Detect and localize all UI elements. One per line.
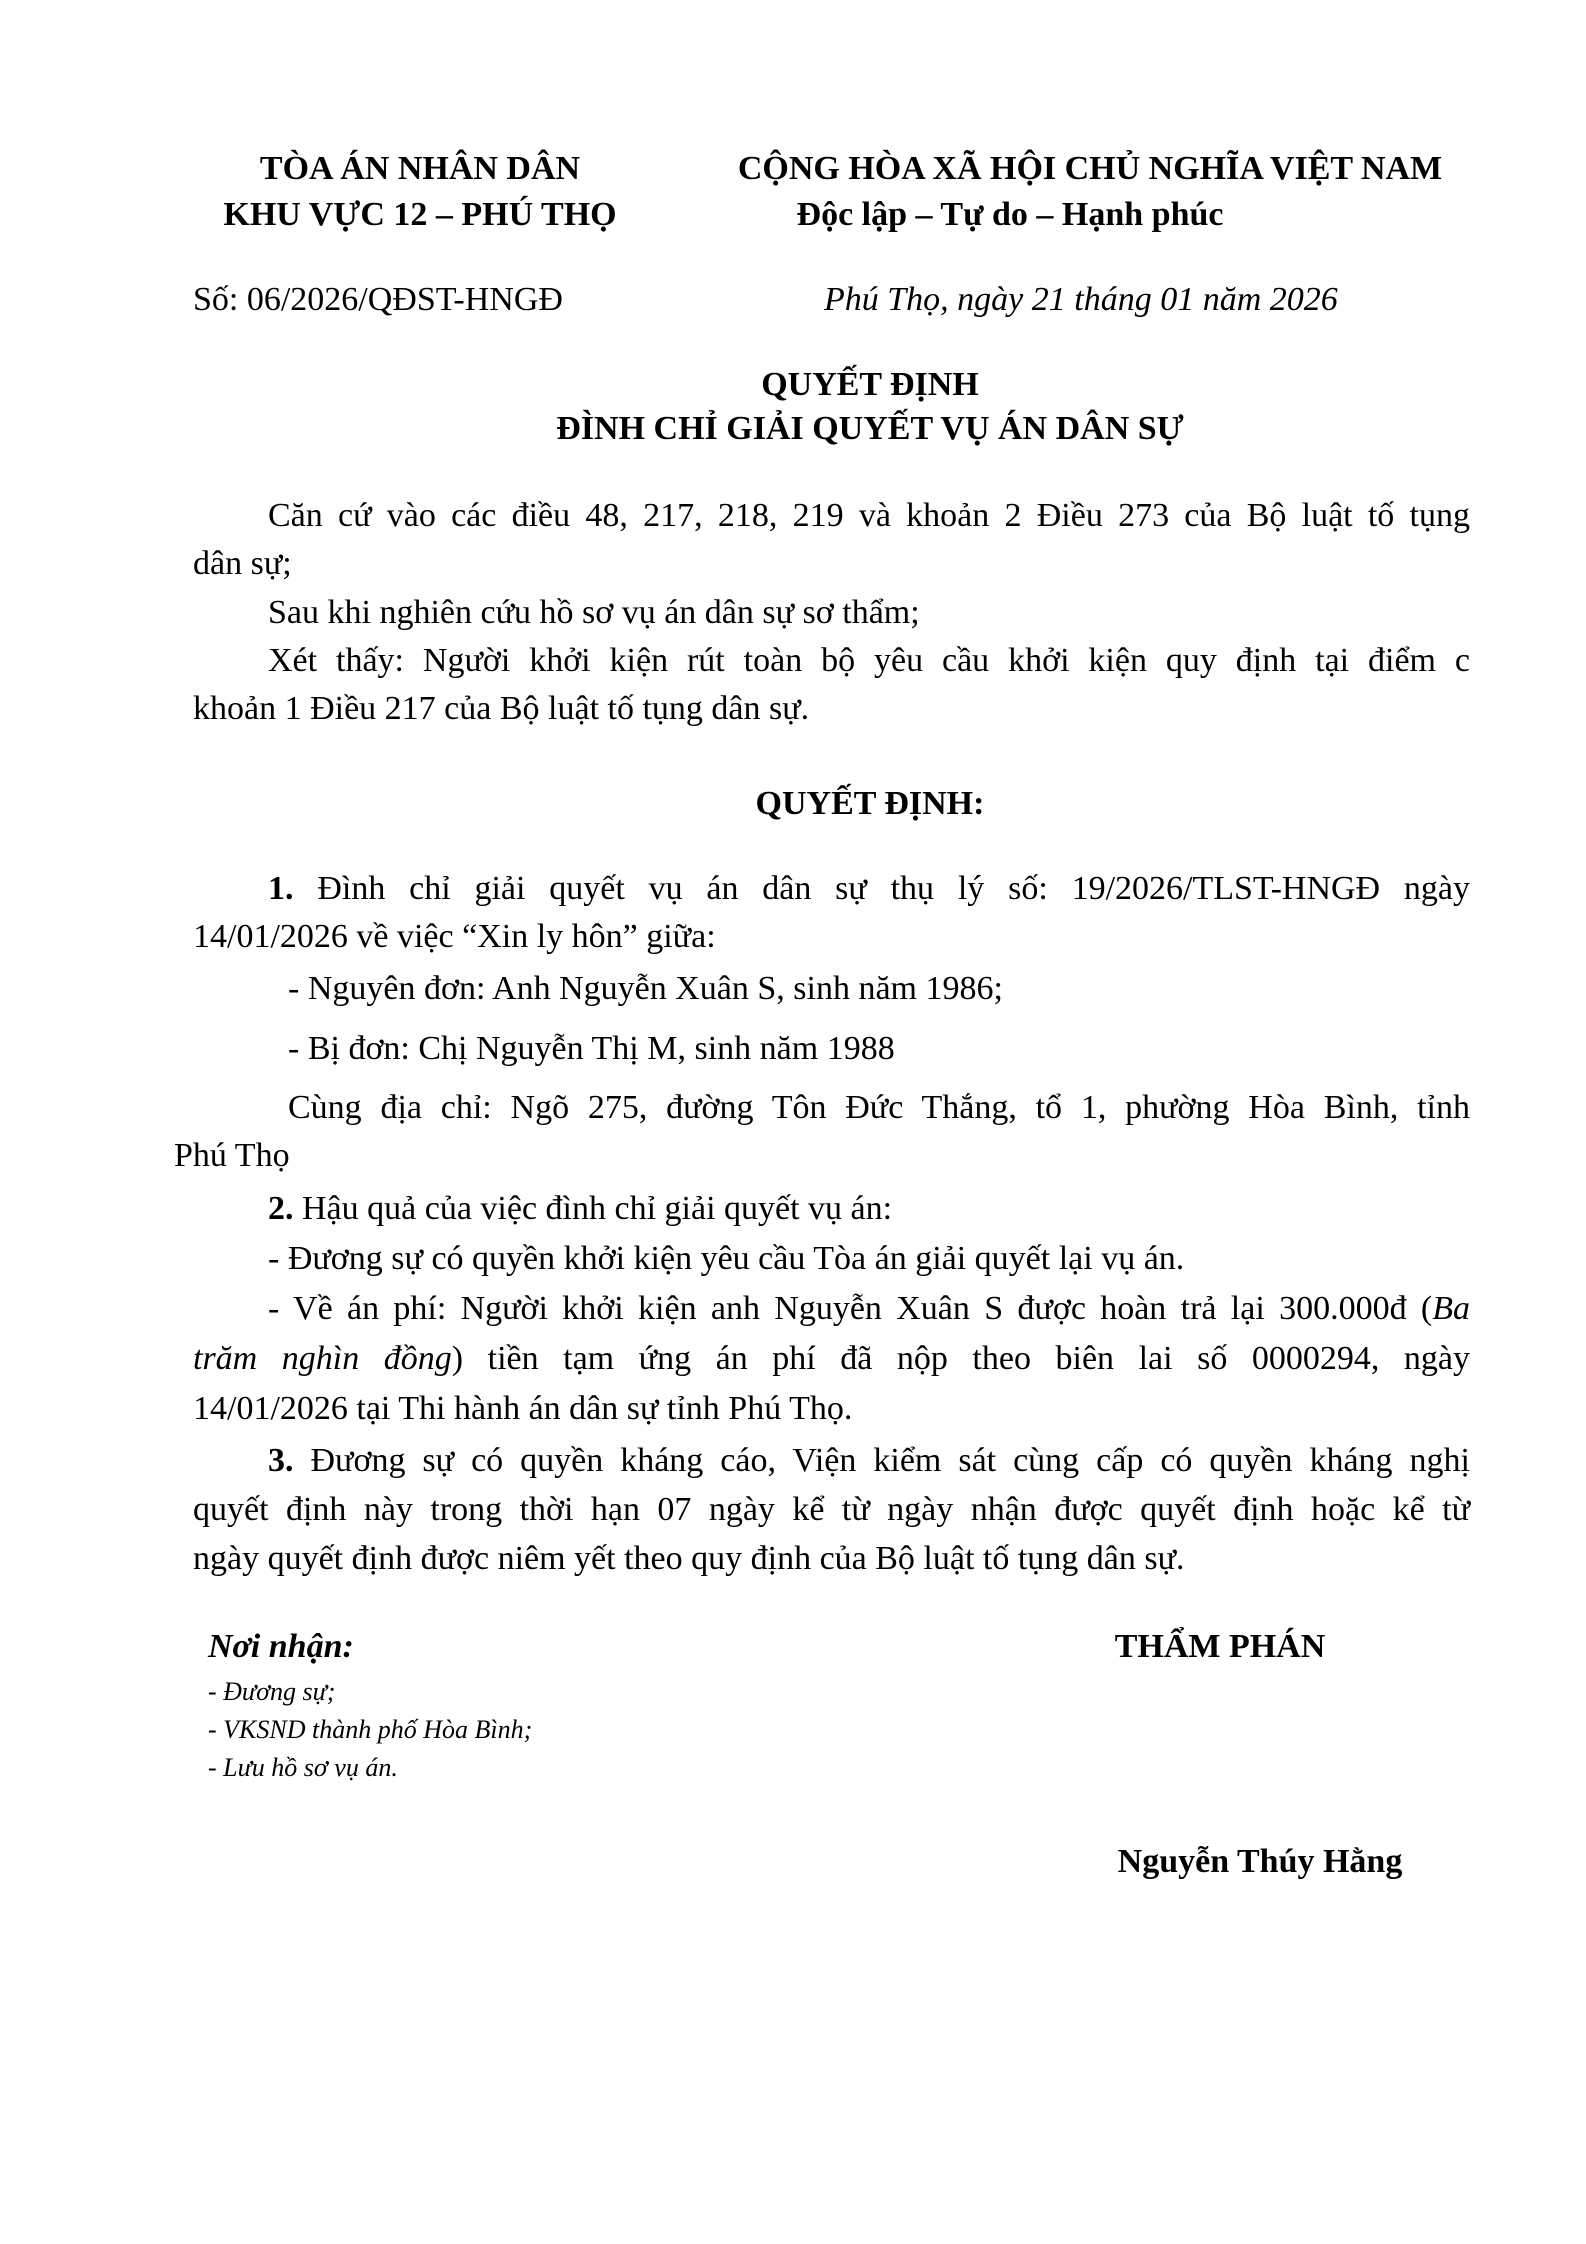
preamble-legal-basis-cont: dân sự;: [193, 545, 292, 582]
document-number: Số: 06/2026/QĐST-HNGĐ: [193, 281, 563, 318]
address: Cùng địa chỉ: Ngõ 275, đường Tôn Đức Thắng, tổ 1, phường Hòa Bình, tỉnh: [288, 1089, 1470, 1126]
court-region: KHU VỰC 12 – PHÚ THỌ: [223, 196, 617, 233]
preamble-finding: Xét thấy: Người khởi kiện rút toàn bộ yêu cầu khởi kiện quy định tại điểm c: [268, 642, 1470, 679]
court-name: TÒA ÁN NHÂN DÂN: [259, 150, 581, 187]
recipient-item: - VKSND thành phố Hòa Bình;: [208, 1715, 533, 1744]
decision-heading: QUYẾT ĐỊNH:: [755, 785, 985, 822]
item-2: [268, 1190, 892, 1228]
item-2-fee-words: Ba: [1432, 1290, 1470, 1327]
item-2-fee-text: - Về án phí: Người khởi kiện anh Nguyễn Xuân S được hoàn trả lại 300.000đ (: [268, 1290, 1433, 1327]
item-2-fee-end: 14/01/2026 tại Thi hành án dân sự tỉnh Phú Thọ.: [193, 1390, 853, 1427]
recipients-heading: Nơi nhận:: [208, 1628, 354, 1665]
recipient-item: - Đương sự;: [208, 1677, 336, 1706]
item-3-end: ngày quyết định được niêm yết theo quy định của Bộ luật tố tụng dân sự.: [193, 1540, 1185, 1577]
doc-subtitle: ĐÌNH CHỈ GIẢI QUYẾT VỤ ÁN DÂN SỰ: [556, 410, 1184, 447]
item-2-number: 2.: [268, 1190, 294, 1227]
signer-role: THẨM PHÁN: [1114, 1628, 1326, 1665]
item-2-rights: - Đương sự có quyền khởi kiện yêu cầu Tòa án giải quyết lại vụ án.: [268, 1240, 1185, 1277]
defendant: - Bị đơn: Chị Nguyễn Thị M, sinh năm 1988: [288, 1030, 895, 1067]
item-2-fee-receipt: ) tiền tạm ứng án phí đã nộp theo biên lai số 0000294, ngày: [451, 1340, 1470, 1377]
preamble-legal-basis: Căn cứ vào các điều 48, 217, 218, 219 và khoản 2 Điều 273 của Bộ luật tố tụng: [268, 497, 1470, 534]
item-2-text: Hậu quả của việc đình chỉ giải quyết vụ án:: [302, 1190, 893, 1227]
document-date: Phú Thọ, ngày 21 tháng 01 năm 2026: [824, 281, 1338, 318]
item-1-cont: 14/01/2026 về việc “Xin ly hôn” giữa:: [193, 918, 716, 955]
item-2-fee-words-cont: trăm nghìn đồng: [193, 1340, 452, 1377]
item-3-text: Đương sự có quyền kháng cáo, Viện kiểm sát cùng cấp có quyền kháng nghị: [310, 1442, 1470, 1479]
plaintiff: - Nguyên đơn: Anh Nguyễn Xuân S, sinh năm 1986;: [288, 970, 1003, 1007]
doc-title: QUYẾT ĐỊNH: [761, 366, 979, 403]
national-motto: Độc lập – Tự do – Hạnh phúc: [796, 196, 1224, 233]
recipient-item: - Lưu hồ sơ vụ án.: [208, 1753, 398, 1782]
item-3: [268, 1442, 1470, 1480]
signer-name: Nguyễn Thúy Hằng: [1117, 1843, 1403, 1880]
item-2-fee-cont: [193, 1340, 1470, 1378]
item-3-cont: quyết định này trong thời hạn 07 ngày kể từ ngày nhận được quyết định hoặc kể từ: [193, 1491, 1470, 1528]
national-title: CỘNG HÒA XÃ HỘI CHỦ NGHĨA VIỆT NAM: [737, 150, 1443, 187]
item-2-fee: [268, 1290, 1470, 1328]
item-1-number: 1.: [268, 870, 294, 907]
preamble-review: Sau khi nghiên cứu hồ sơ vụ án dân sự sơ thẩm;: [268, 594, 920, 631]
address-cont: Phú Thọ: [174, 1137, 290, 1174]
item-3-number: 3.: [268, 1442, 294, 1479]
preamble-finding-cont: khoản 1 Điều 217 của Bộ luật tố tụng dân sự.: [193, 690, 810, 727]
item-1: [268, 870, 1470, 908]
item-1-text: Đình chỉ giải quyết vụ án dân sự thụ lý số: 19/2026/TLST-HNGĐ ngày: [317, 870, 1471, 907]
